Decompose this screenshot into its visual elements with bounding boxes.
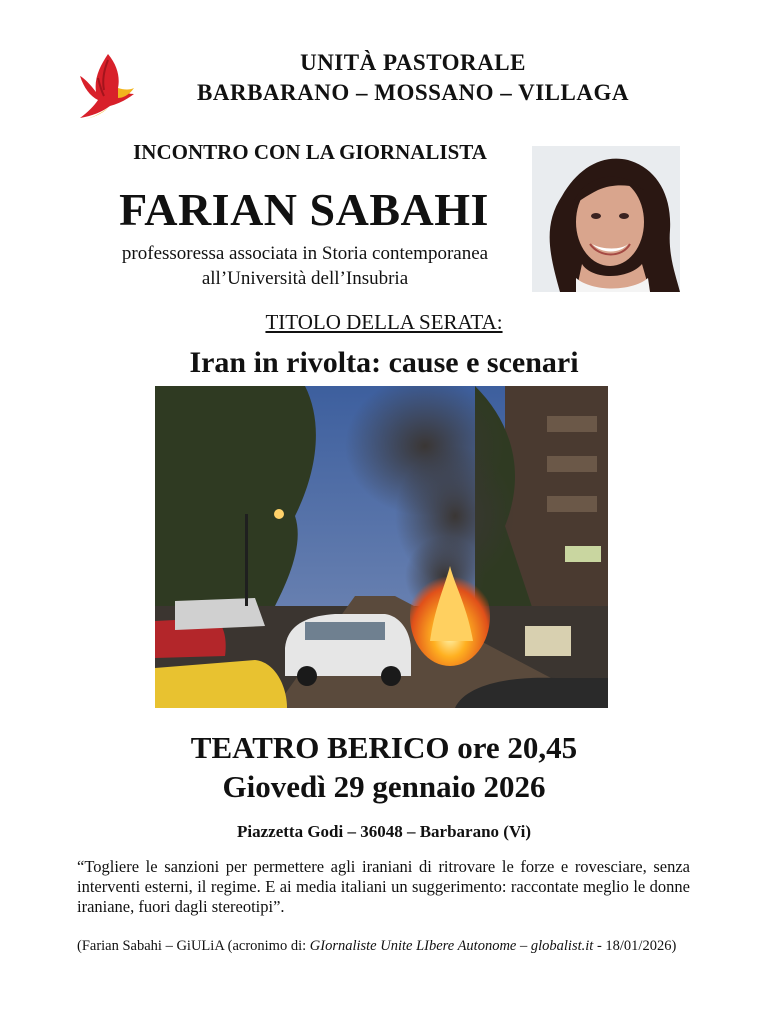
street-protest-photo	[155, 386, 608, 708]
speaker-quote: “Togliere le sanzioni per permettere agli iraniani di ritrovare le forze e rovesciare, senza interventi esterni, il regime. E ai media italiani un suggerimento: raccontate meglio le donne iraniane, fuori dagli stereotipi”.	[77, 857, 690, 916]
event-date: Giovedì 29 gennaio 2026	[222, 769, 546, 804]
quote-source-prefix: (Farian Sabahi – GiULiA (acronimo di:	[77, 938, 310, 954]
speaker-role-line-2: all’Università dell’Insubria	[201, 268, 409, 289]
speaker-role-line-1: professoressa associata in Storia contemporanea	[121, 243, 489, 264]
evening-title: Iran in rivolta: cause e scenari	[189, 346, 579, 379]
quote-source	[77, 937, 690, 955]
venue-address: Piazzetta Godi – 36048 – Barbarano (Vi)	[237, 822, 531, 841]
organization-line-1: UNITÀ PASTORALE	[300, 50, 526, 75]
speaker-name: FARIAN SABAHI	[119, 184, 489, 235]
venue-time: TEATRO BERICO ore 20,45	[190, 730, 578, 765]
organization-line-2: BARBARANO – MOSSANO – VILLAGA	[197, 80, 629, 105]
quote-source-publication: GIornaliste Unite LIbere Autonome – globalist.it	[309, 938, 594, 954]
quote-source-suffix: - 18/01/2026)	[593, 938, 677, 954]
evening-title-label: TITOLO DELLA SERATA:	[265, 310, 503, 334]
speaker-portrait	[532, 146, 680, 292]
event-intro: INCONTRO CON LA GIORNALISTA	[133, 140, 487, 164]
